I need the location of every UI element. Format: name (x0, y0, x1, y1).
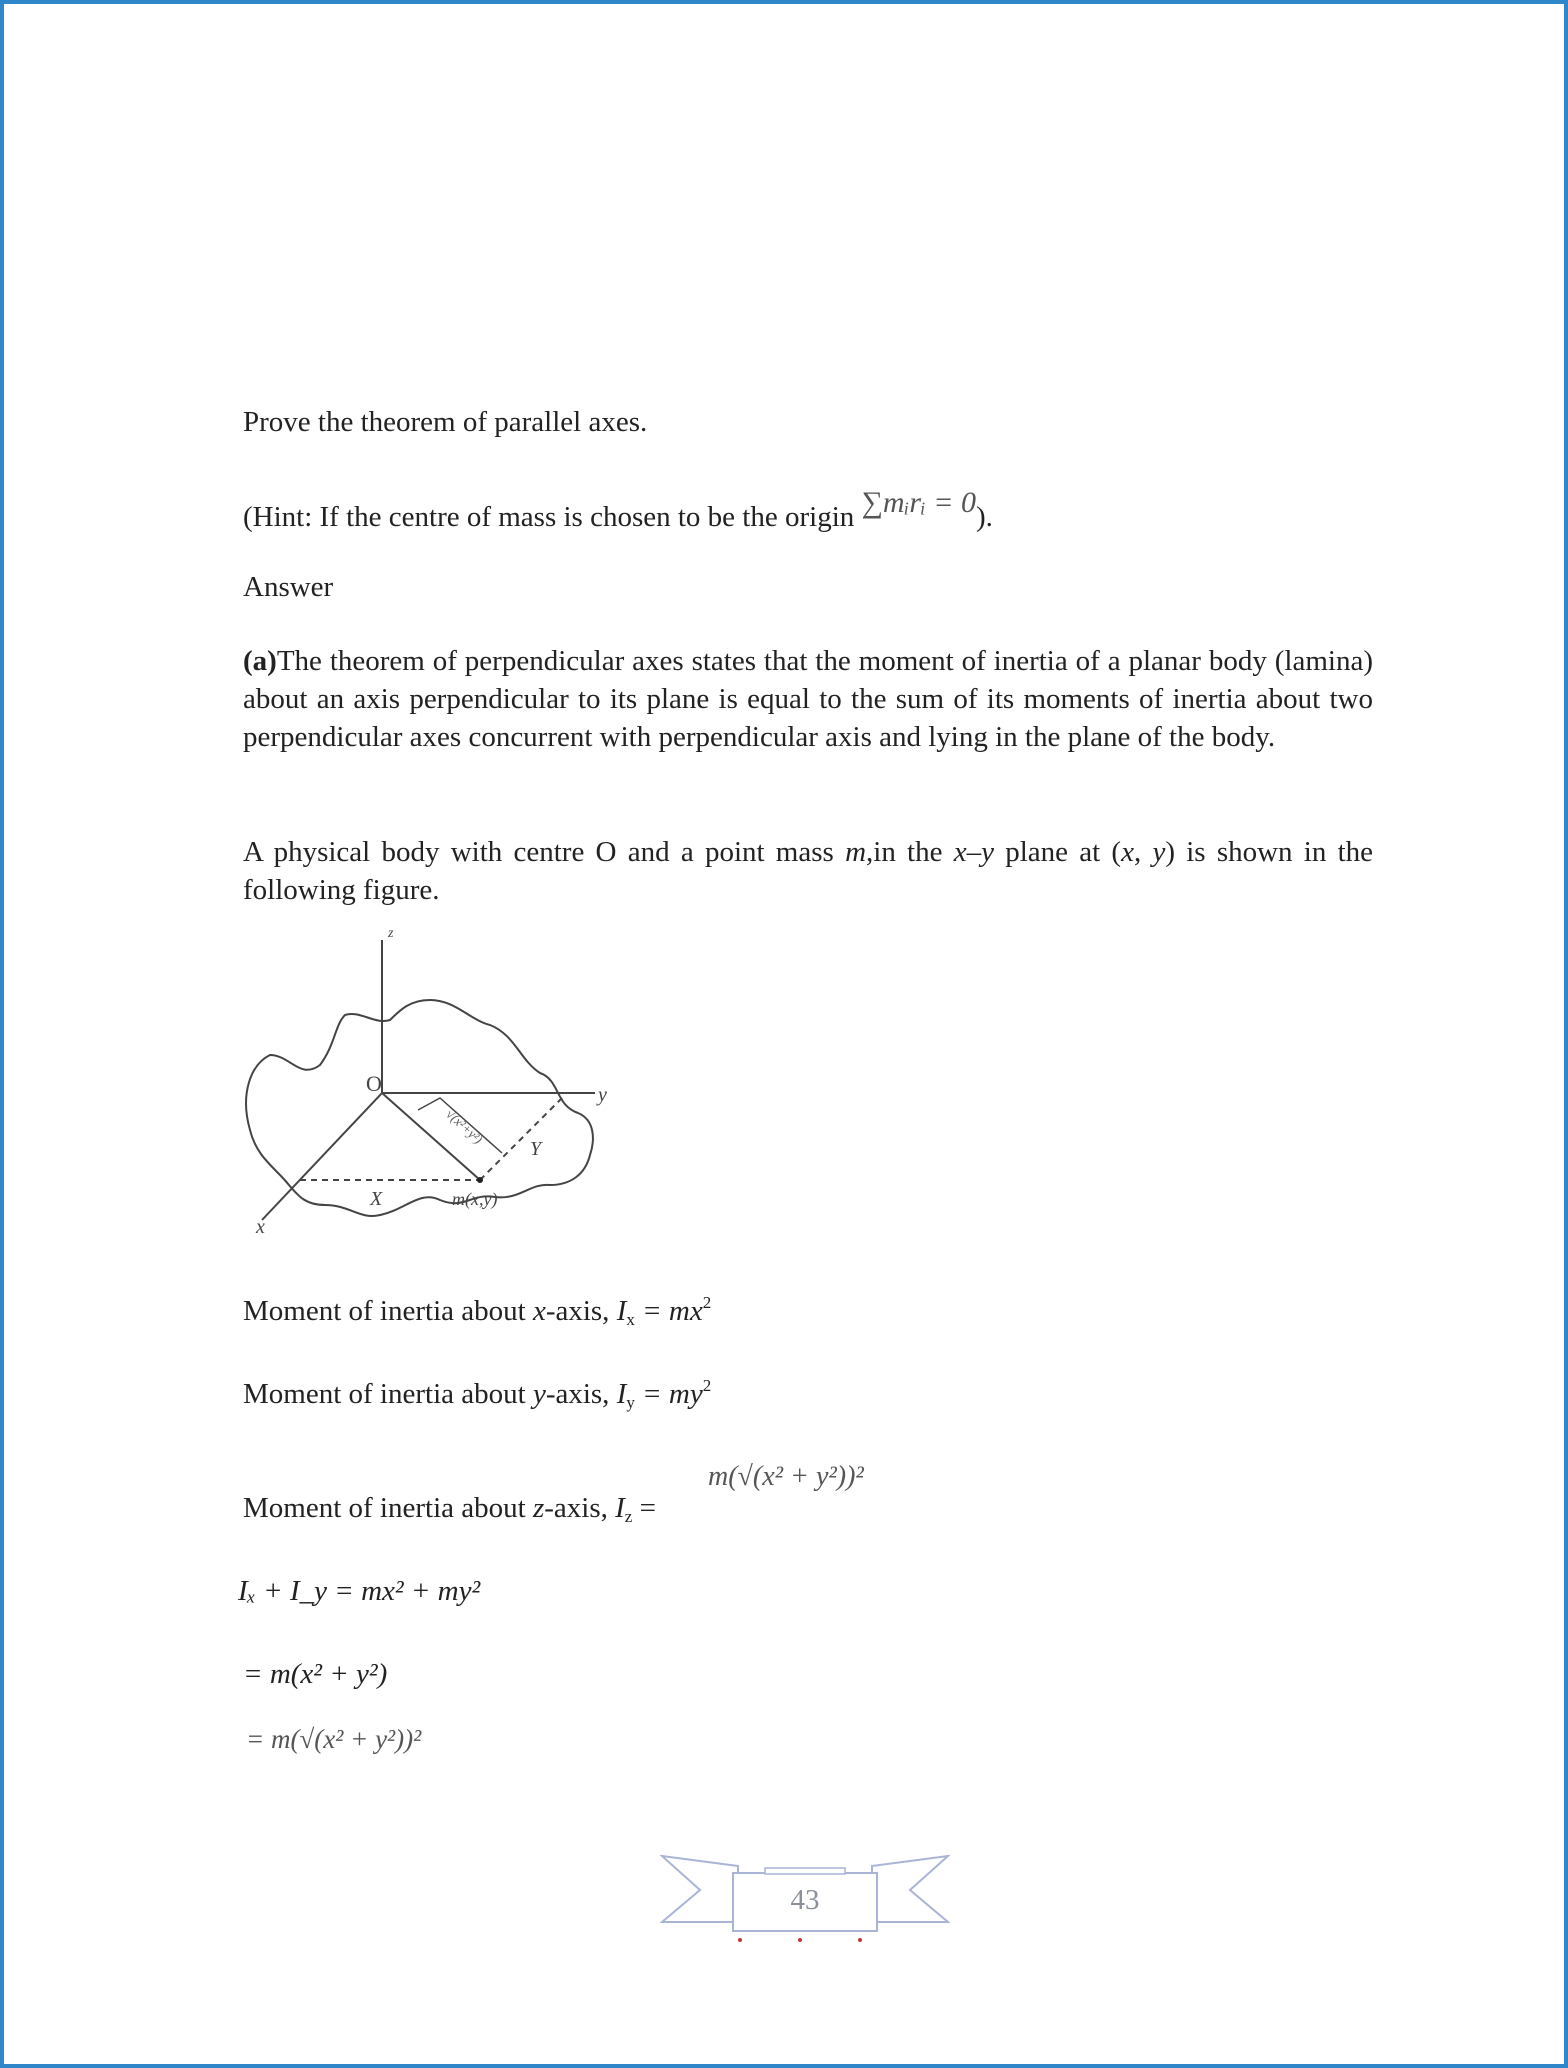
lamina-outline (246, 1000, 593, 1216)
question-text (243, 403, 647, 441)
y-dash (480, 1095, 565, 1180)
x-axis (262, 1093, 382, 1220)
answer-heading: Answer (243, 571, 334, 603)
sum-line: Iₓ + I_y = mx² + my² (238, 1575, 481, 1607)
eq-iz-formula: m(√(x² + y²))² (708, 1461, 864, 1492)
part-a-paragraph (243, 642, 1373, 756)
hint-line (243, 486, 993, 536)
body-description: A physical body with centre O and a point mass m,in the x–y plane at (x, y) is shown in the following figure. (243, 836, 1374, 906)
svg-text:m(x,y): m(x,y) (452, 1189, 498, 1209)
hint-formula: ∑mᵢrᵢ = 0 (861, 486, 976, 519)
svg-text:√(x²+y²): √(x²+y²) (442, 1106, 486, 1147)
svg-text:y: y (598, 1084, 607, 1106)
question-label: Prove the theorem of parallel axes. (243, 406, 648, 438)
part-a-text: The theorem of perpendicular axes states that the moment of inertia of a planar body (lamina) about an axis perpendicular to its plane is equal to the sum of its moments of inertia about two perpendicular axes concurrent with perpendicular axis and lying in the plane of the body. (243, 645, 1373, 753)
step2: = m(√(x² + y²))² (246, 1724, 422, 1754)
eq-ix: Moment of inertia about x-axis, $I_x = mx^2$ (243, 1293, 712, 1329)
step1: = m(x² + y²) (243, 1658, 388, 1690)
svg-text:z: z (388, 926, 394, 941)
svg-text:Y: Y (530, 1138, 542, 1160)
hint-suffix: ). (975, 501, 993, 533)
svg-text:x: x (256, 1216, 265, 1235)
eq-iy: Moment of inertia about y-axis, $I_y = my^2$ (243, 1376, 712, 1412)
hint-text: (Hint: If the centre of mass is chosen to be the origin (243, 501, 855, 533)
svg-text:O: O (366, 1071, 382, 1096)
svg-text:X: X (370, 1188, 383, 1210)
page-number: 43 (790, 1884, 820, 1916)
point-mass (477, 1177, 483, 1183)
eq-iz: Moment of inertia about z-axis, $I_z$ = (243, 1492, 656, 1526)
part-a-label: (a) (243, 645, 277, 677)
lamina-figure (240, 915, 610, 1235)
